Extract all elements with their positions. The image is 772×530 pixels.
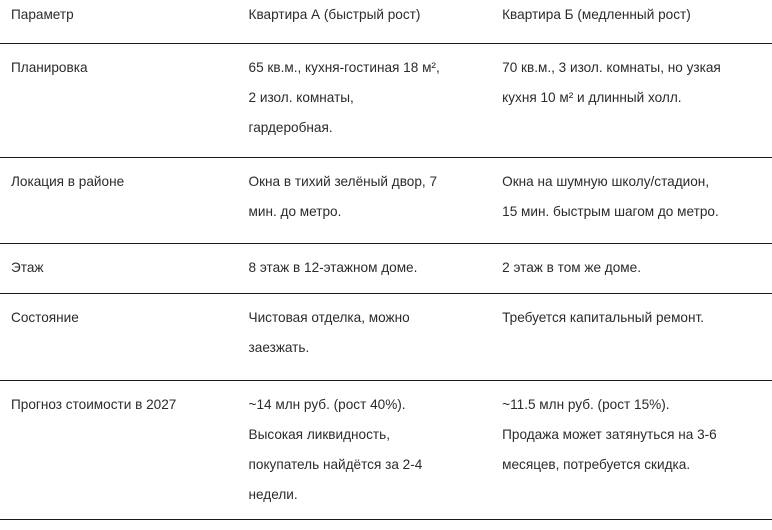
cell-text-line: Требуется капитальный ремонт.	[502, 309, 704, 325]
cell-text-line: 70 кв.м., 3 изол. комнаты, но узкая	[502, 59, 721, 75]
apartment-b-cell	[502, 293, 772, 380]
cell-text-line: 2 изол. комнаты,	[248, 89, 354, 105]
header-apartment-b	[502, 0, 772, 43]
apartment-a-cell	[249, 293, 503, 380]
header-b-label: Квартира Б (медленный рост)	[502, 7, 691, 22]
cell-text-line: покупатель найдётся за 2-4	[248, 456, 423, 472]
header-param	[0, 0, 249, 43]
cell-text-line: Окна в тихий зелёный двор, 7	[248, 173, 438, 189]
param-cell	[0, 157, 249, 243]
cell-text-line: недели.	[248, 486, 298, 502]
cell-text-line: 65 кв.м., кухня-гостиная 18 м²,	[248, 59, 440, 75]
cell-text-line: 2 этаж в том же доме.	[502, 259, 641, 275]
apartment-a-cell	[249, 380, 503, 519]
table-row	[0, 43, 772, 157]
cell-text-line: Планировка	[11, 59, 88, 75]
param-cell	[0, 43, 249, 157]
cell-text-line: заезжать.	[248, 339, 310, 355]
cell-text-line: 8 этаж в 12-этажном доме.	[248, 259, 418, 275]
cell-text-line: Окна на шумную школу/стадион,	[502, 173, 710, 189]
param-cell	[0, 243, 249, 293]
table-row	[0, 293, 772, 380]
table-row	[0, 157, 772, 243]
cell-text-line: Локация в районе	[11, 173, 125, 189]
apartment-a-cell	[249, 243, 503, 293]
table-row	[0, 380, 772, 519]
table-header-row	[0, 0, 772, 43]
cell-text-line: кухня 10 м² и длинный холл.	[502, 89, 682, 105]
cell-text-line: Прогноз стоимости в 2027	[11, 396, 177, 412]
cell-text-line: месяцев, потребуется скидка.	[502, 456, 691, 472]
cell-text-line: мин. до метро.	[248, 203, 342, 219]
cell-text-line: ~11.5 млн руб. (рост 15%).	[502, 396, 670, 412]
cell-text-line: 15 мин. быстрым шагом до метро.	[502, 203, 719, 219]
cell-text-line: Состояние	[11, 309, 79, 325]
cell-text-line: Чистовая отделка, можно	[248, 309, 410, 325]
apartment-b-cell	[502, 157, 772, 243]
header-apartment-a	[249, 0, 503, 43]
cell-text-line: Продажа может затянуться на 3-6	[502, 426, 717, 442]
cell-text-line: Высокая ликвидность,	[248, 426, 390, 442]
apartment-b-cell	[502, 380, 772, 519]
apartment-b-cell	[502, 43, 772, 157]
apartment-a-cell	[249, 157, 503, 243]
param-cell	[0, 380, 249, 519]
cell-text-line: Этаж	[11, 259, 44, 275]
apartment-a-cell	[249, 43, 503, 157]
cell-text-line: ~14 млн руб. (рост 40%).	[248, 396, 406, 412]
table-row	[0, 243, 772, 293]
header-a-label: Квартира А (быстрый рост)	[248, 7, 421, 22]
header-param-label: Параметр	[11, 7, 74, 22]
param-cell	[0, 293, 249, 380]
apartment-b-cell	[502, 243, 772, 293]
cell-text-line: гардеробная.	[248, 119, 333, 135]
